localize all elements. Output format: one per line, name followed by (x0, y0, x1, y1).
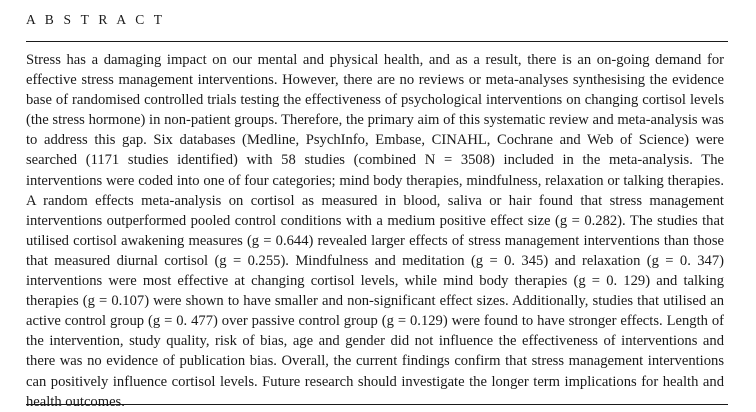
top-divider (26, 41, 728, 42)
bottom-divider (26, 404, 728, 405)
abstract-heading: A B S T R A C T (26, 12, 166, 27)
abstract-text: Stress has a damaging impact on our mental and physical health, and as a result, there is an on-going demand for effective stress management interventions. However, there are no reviews or meta-analyses synthesising the evidence base of randomised controlled trials testing the effectiveness of psychological interventions on changing cortisol levels (the stress hormone) in non-patient groups. Therefore, the primary aim of this systematic review and meta-analysis was to address this gap. Six databases (Medline, PsychInfo, Embase, CINAHL, Cochrane and Web of Science) were searched (1171 studies identified) with 58 studies (combined N = 3508) included in the meta-analysis. The interventions were coded into one of four categories; mind body therapies, mindfulness, relaxation or talking therapies. A random effects meta-analysis on cortisol as measured in blood, saliva or hair found that stress management interventions outperformed pooled control conditions with a medium positive effect size (g = 0.282). The studies that utilised cortisol awakening measures (g = 0.644) revealed larger effects of stress management interventions than those that measured diurnal cortisol (g = 0.255). Mindfulness and meditation (g = 0. 345) and relaxation (g = 0. 347) interventions were most effective at changing cortisol levels, while mind body therapies (g = 0. 129) and talking therapies (g = 0.107) were shown to have smaller and non-significant effect sizes. Additionally, studies that utilised an active control group (g = 0. 477) over passive control group (g = 0.129) were found to have stronger effects. Length of the intervention, study quality, risk of bias, age and gender did not influence the effectiveness of interventions and there was no evidence of publication bias. Overall, the current findings confirm that stress management interventions can positively influence cortisol levels. Future research should investigate the longer term implications for health and health outcomes. (26, 52, 724, 410)
